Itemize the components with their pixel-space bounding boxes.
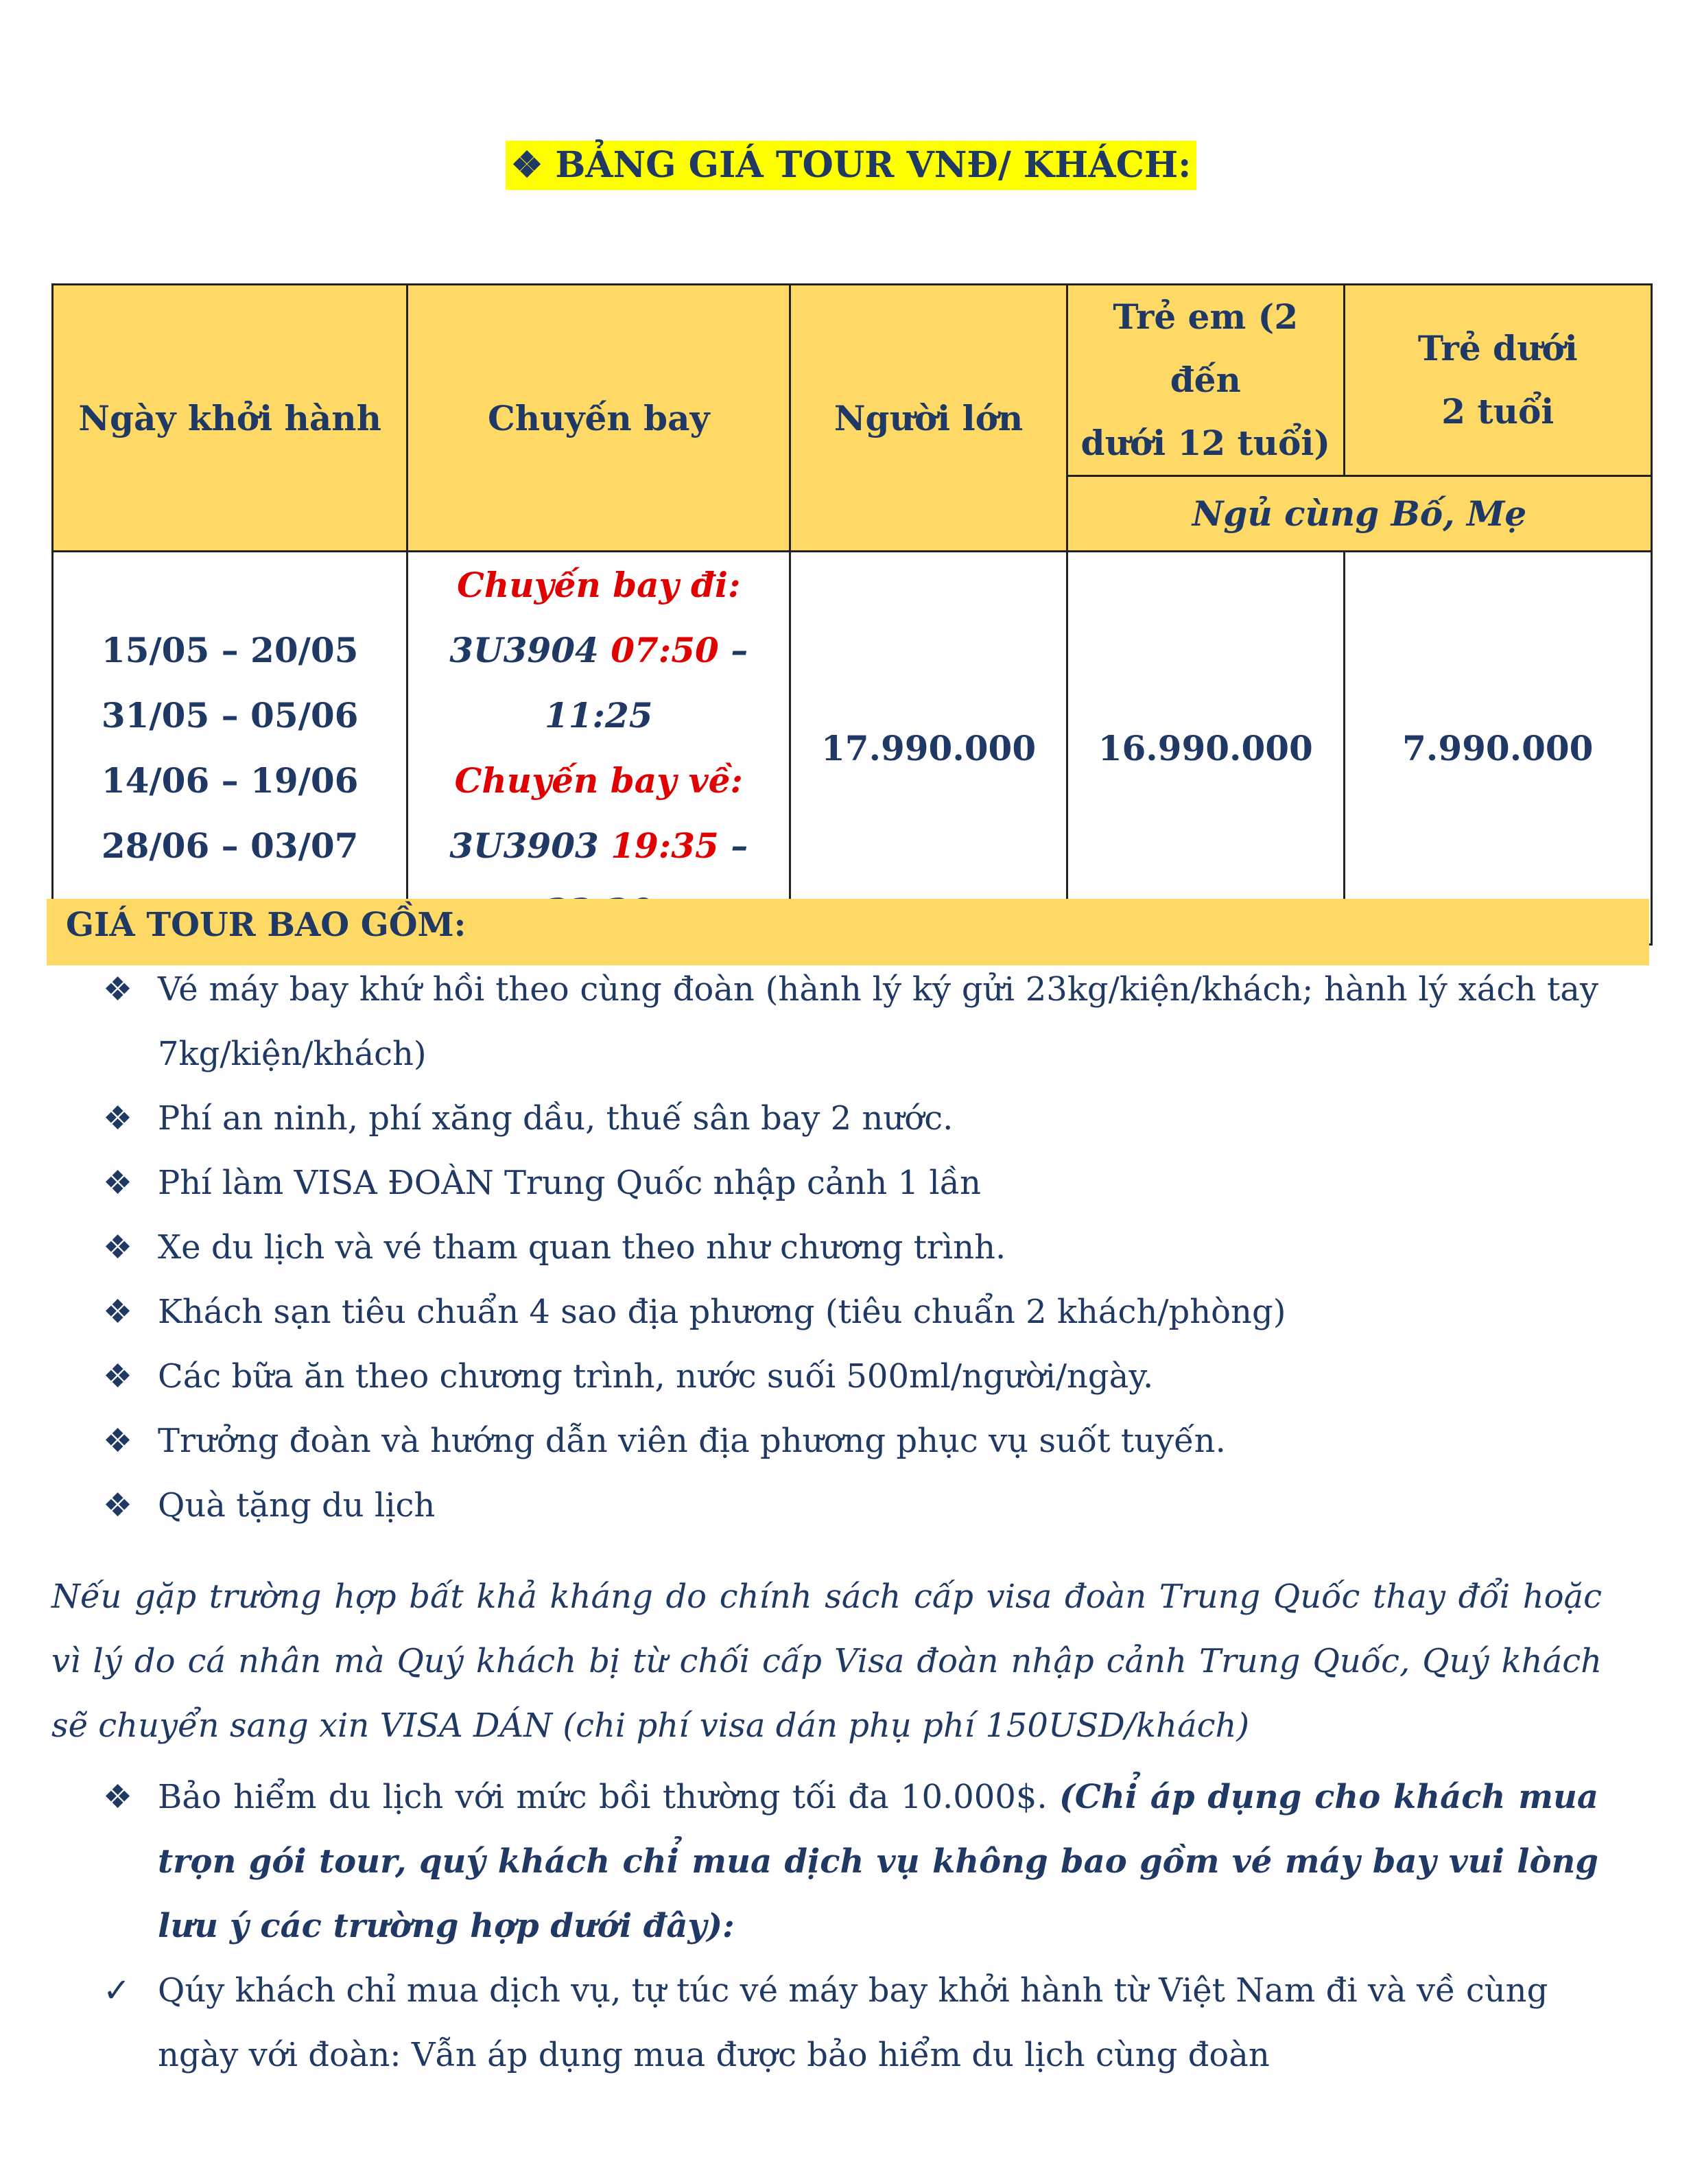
header-infant (1344, 285, 1651, 476)
diamond-bullet-icon: ❖ (103, 1486, 133, 1525)
outbound-flight-info (415, 618, 782, 748)
list-item-text: Khách sạn tiêu chuẩn 4 sao địa phương (tiêu chuẩn 2 khách/phòng) (158, 1293, 1286, 1331)
header-child-line1: Trẻ em (2 đến (1113, 296, 1299, 400)
list-item (103, 1958, 1598, 2087)
header-infant-line1: Trẻ dưới (1417, 328, 1578, 368)
infant-price: 7.990.000 (1344, 552, 1651, 945)
list-item-text: Các bữa ăn theo chương trình, nước suối 500ml/người/ngày. (158, 1357, 1154, 1396)
return-flight-code: 3U3903 (449, 825, 599, 866)
page-title (506, 141, 1197, 190)
diamond-bullet-icon: ❖ (103, 1228, 133, 1267)
list-item (103, 1215, 1598, 1280)
header-infant-line2: 2 tuổi (1441, 391, 1555, 432)
flight-cell (407, 552, 790, 945)
outbound-flight-code: 3U3904 (449, 630, 599, 670)
adult-price: 17.990.000 (790, 552, 1067, 945)
insurance-list (103, 1765, 1598, 2087)
header-sleep-note: Ngủ cùng Bố, Mẹ (1067, 476, 1651, 552)
list-item (103, 957, 1598, 1086)
list-item-text: Vé máy bay khứ hồi theo cùng đoàn (hành lý ký gửi 23kg/kiện/khách; hành lý xách tay 7kg/kiện/khách) (158, 970, 1598, 1073)
return-flight-label: Chuyến bay về: (454, 760, 743, 801)
list-item (103, 1151, 1598, 1215)
list-item-text: Trưởng đoàn và hướng dẫn viên địa phương phục vụ suốt tuyến. (158, 1422, 1226, 1460)
list-item-text: Quà tặng du lịch (158, 1486, 436, 1525)
departure-date: 15/05 – 20/05 (101, 630, 359, 670)
page-title-text: BẢNG GIÁ TOUR VNĐ/ KHÁCH: (555, 144, 1192, 186)
diamond-bullet-icon: ❖ (103, 1099, 133, 1138)
includes-list (103, 957, 1598, 1538)
checkmark-icon: ✓ (103, 1971, 131, 2010)
header-adult: Người lớn (790, 285, 1067, 552)
list-item-text: Phí làm VISA ĐOÀN Trung Quốc nhập cảnh 1 lần (158, 1164, 982, 1202)
check-item-text: Qúy khách chỉ mua dịch vụ, tự túc vé máy bay khởi hành từ Việt Nam đi và về cùng ngày với đoàn: Vẫn áp dụng mua được bảo hiểm du lịch cùng đoàn (158, 1971, 1548, 2074)
list-item (103, 1473, 1598, 1538)
list-item-text: Phí an ninh, phí xăng dầu, thuế sân bay 2 nước. (158, 1099, 954, 1138)
list-item (103, 1765, 1598, 1958)
list-item (103, 1344, 1598, 1409)
list-item (103, 1086, 1598, 1151)
list-item-text: Xe du lịch và vé tham quan theo như chương trình. (158, 1228, 1006, 1267)
diamond-bullet-icon: ❖ (103, 1422, 133, 1460)
diamond-bullet-icon: ❖ (103, 1357, 133, 1396)
return-arrive-time: – (731, 825, 748, 866)
header-flight: Chuyến bay (407, 285, 790, 552)
child-price: 16.990.000 (1067, 552, 1344, 945)
insurance-emphasis: (Chỉ áp dụng cho khách mua trọn gói tour, quý khách chỉ mua dịch vụ không bao gồm vé máy bay vui lòng lưu ý các trường hợp dưới đây): (158, 1778, 1598, 1945)
header-child-line2: dưới 12 tuổi) (1080, 423, 1331, 463)
visa-note: Nếu gặp trường hợp bất khả kháng do chính sách cấp visa đoàn Trung Quốc thay đổi hoặc vì lý do cá nhân mà Quý khách bị từ chối cấp Visa đoàn nhập cảnh Trung Quốc, Quý khách sẽ chuyển sang xin VISA DÁN (chi phí visa dán phụ phí 150USD/khách) (51, 1577, 1602, 1745)
departure-date: 14/06 – 19/06 (101, 760, 359, 801)
diamond-bullet-icon: ❖ (103, 1164, 133, 1202)
diamond-bullet-icon: ❖ (103, 970, 133, 1009)
header-child (1067, 285, 1344, 476)
insurance-text: Bảo hiểm du lịch với mức bồi thường tối đa 10.000$. (158, 1778, 1060, 1816)
diamond-bullet-icon: ❖ (510, 144, 543, 186)
departure-dates-cell (53, 552, 407, 945)
list-item (103, 1280, 1598, 1344)
departure-date: 28/06 – 03/07 (101, 825, 359, 866)
outbound-flight-label: Chuyến bay đi: (457, 565, 741, 605)
outbound-arrive-time: – 11:25 (544, 630, 748, 736)
includes-header: GIÁ TOUR BAO GỒM: (47, 899, 1649, 965)
outbound-depart-time: 07:50 (611, 630, 719, 670)
list-item (103, 1409, 1598, 1473)
table-row (53, 552, 1652, 945)
header-departure-date: Ngày khởi hành (53, 285, 407, 552)
departure-date: 31/05 – 05/06 (101, 695, 359, 736)
return-depart-time: 19:35 (611, 825, 719, 866)
diamond-bullet-icon: ❖ (103, 1293, 133, 1331)
price-table (51, 283, 1653, 946)
diamond-bullet-icon: ❖ (103, 1778, 133, 1816)
page-title-wrap (0, 141, 1702, 190)
